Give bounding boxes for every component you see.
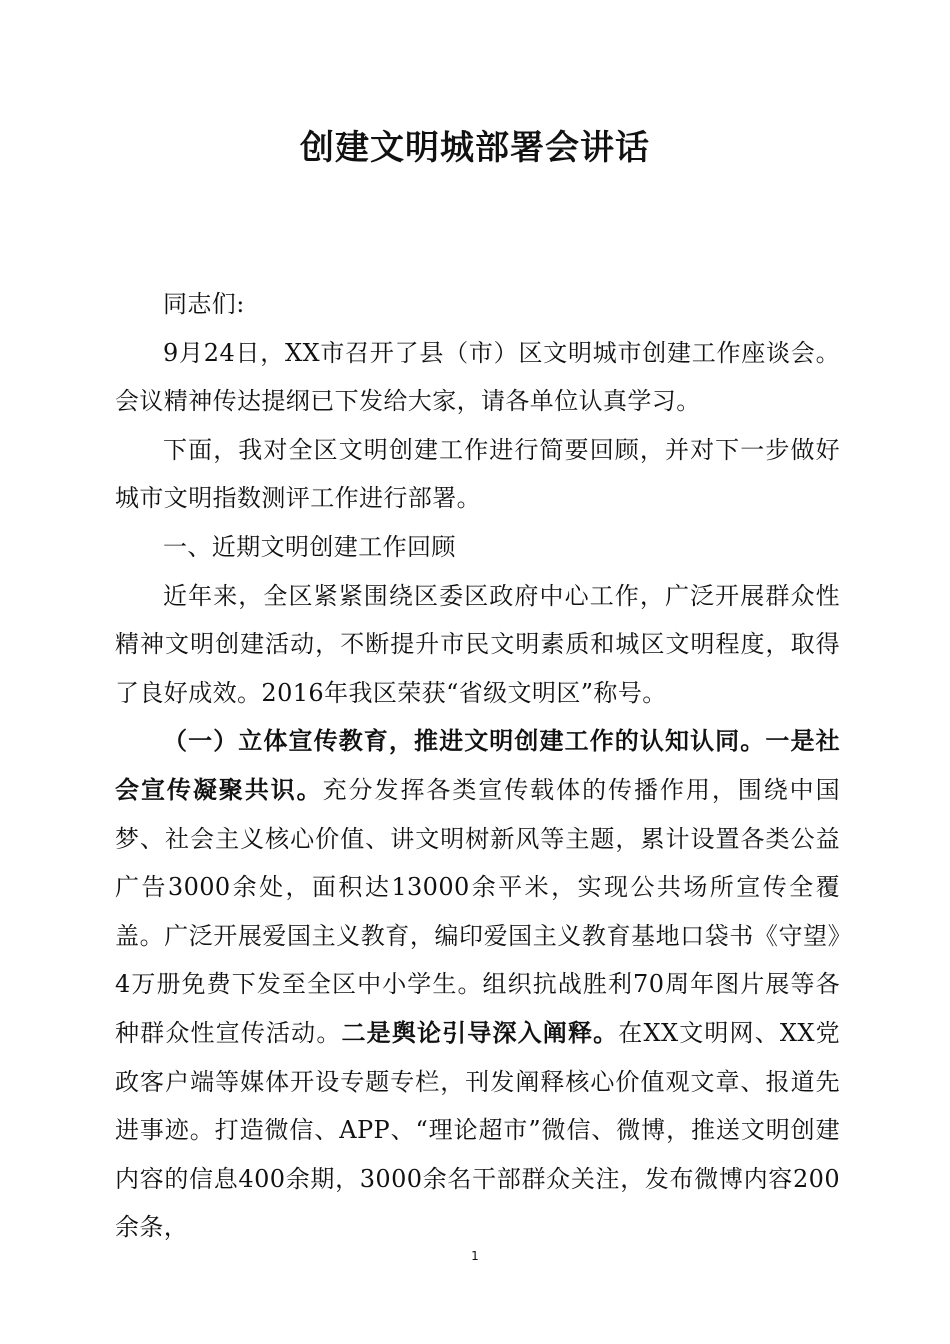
paragraph-overview: 近年来，全区紧紧围绕区委区政府中心工作，广泛开展群众性精神文明创建活动，不断提升市民文明素质和城区文明程度，取得了良好成效。2016年我区荣获“省级文明区”称号。 — [115, 581, 840, 707]
salutation: 同志们: — [163, 290, 245, 318]
subsection-lead: （一）立体宣传教育，推进文明创建工作的认知认同。 — [163, 726, 766, 756]
document-body — [115, 280, 840, 1252]
point-one-text: 充分发挥各类宣传载体的传播作用，围绕中国梦、社会主义核心价值、讲文明树新风等主题，累计设置各类公益广告3000余处，面积达13000余平米，实现公共场所宣传全覆盖。广泛开展爱国主义教育，编印爱国主义教育基地口袋书《守望》4万册免费下发至全区中小学生。组织抗战胜利70周年图片展等各种群众性宣传活动。 — [115, 775, 841, 1047]
page-number: 1 — [471, 1249, 479, 1263]
paragraph-intro: 下面，我对全区文明创建工作进行简要回顾，并对下一步做好城市文明指数测评工作进行部署。 — [115, 435, 840, 513]
document-title: 创建文明城部署会讲话 — [300, 128, 650, 168]
point-one-title: 一是社会宣传凝聚共识。 — [115, 726, 840, 804]
paragraph-publicity — [115, 717, 840, 1252]
point-two-title: 二是舆论引导深入阐释。 — [341, 1017, 619, 1047]
paragraph-meeting: 9月24日，XX市召开了县（市）区文明城市创建工作座谈会。会议精神传达提纲已下发给大家，请各单位认真学习。 — [115, 338, 840, 416]
section-heading: 一、近期文明创建工作回顾 — [163, 532, 456, 561]
point-two-text: 在XX文明网、XX党政客户端等媒体开设专题专栏，刊发阐释核心价值观文章、报道先进事迹。打造微信、APP、“理论超市”微信、微博，推送文明创建内容的信息400余期，3000余名干部群众关注，发布微博内容200余条， — [115, 1018, 840, 1242]
